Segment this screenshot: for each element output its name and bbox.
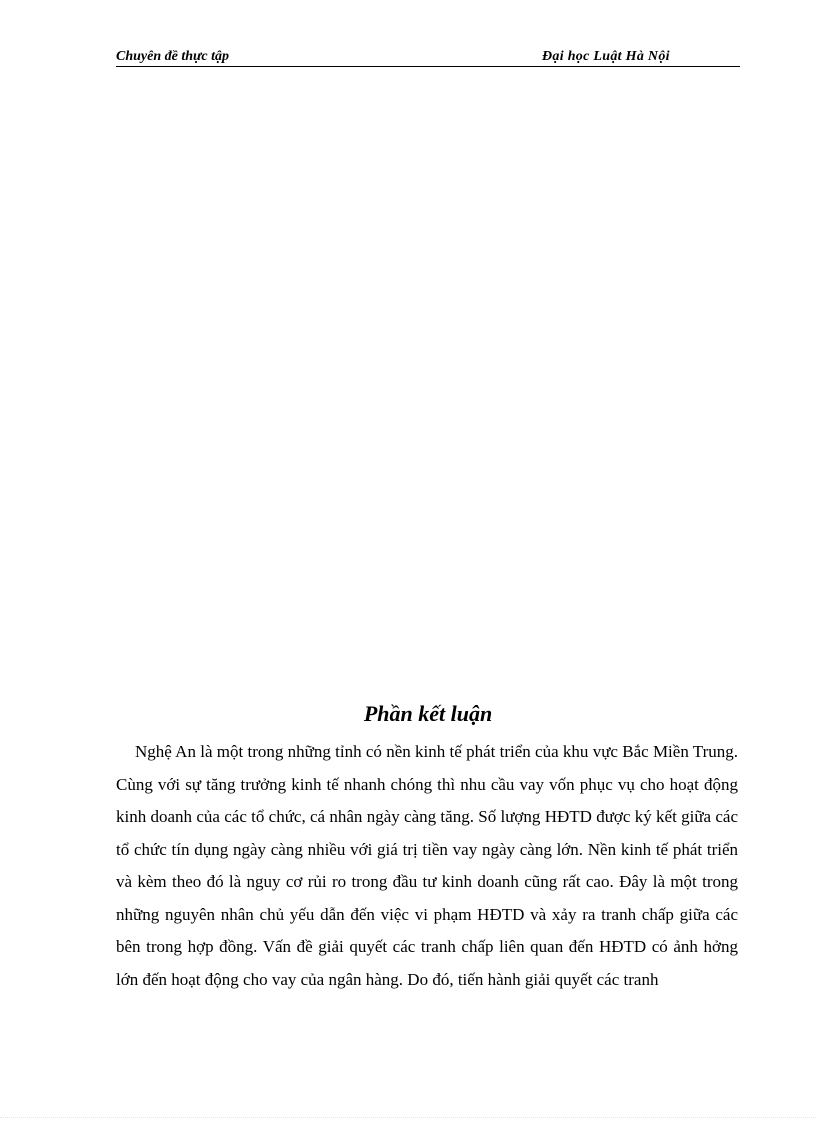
page-header (116, 48, 740, 67)
header-right-text: Đại học Luật Hà Nội (542, 49, 670, 64)
header-left-text: Chuyên đề thực tập (116, 49, 230, 64)
conclusion-paragraph: Nghệ An là một trong những tỉnh có nền kinh tế phát triển của khu vực Bắc Miền Trung. Cùng với sự tăng trưởng kinh tế nhanh chóng thì nhu cầu vay vốn phục vụ cho hoạt động kinh doanh của các tổ chức, cá nhân ngày càng tăng. Số lượng HĐTD được ký kết giữa các tổ chức tín dụng ngày càng nhiều với giá trị tiền vay ngày càng lớn. Nền kinh tế phát triển và kèm theo đó là nguy cơ rủi ro trong đầu tư kinh doanh cũng rất cao. Đây là một trong những nguyên nhân chủ yếu dẫn đến việc vi phạm HĐTD và xảy ra tranh chấp giữa các bên trong hợp đồng. Vấn đề giải quyết các tranh chấp liên quan đến HĐTD có ảnh hởng lớn đến hoạt động cho vay của ngân hàng. Do đó, tiến hành giải quyết các tranh (116, 742, 738, 989)
section-title: Phần kết luận (363, 701, 493, 726)
page-bottom-divider (0, 1117, 816, 1118)
